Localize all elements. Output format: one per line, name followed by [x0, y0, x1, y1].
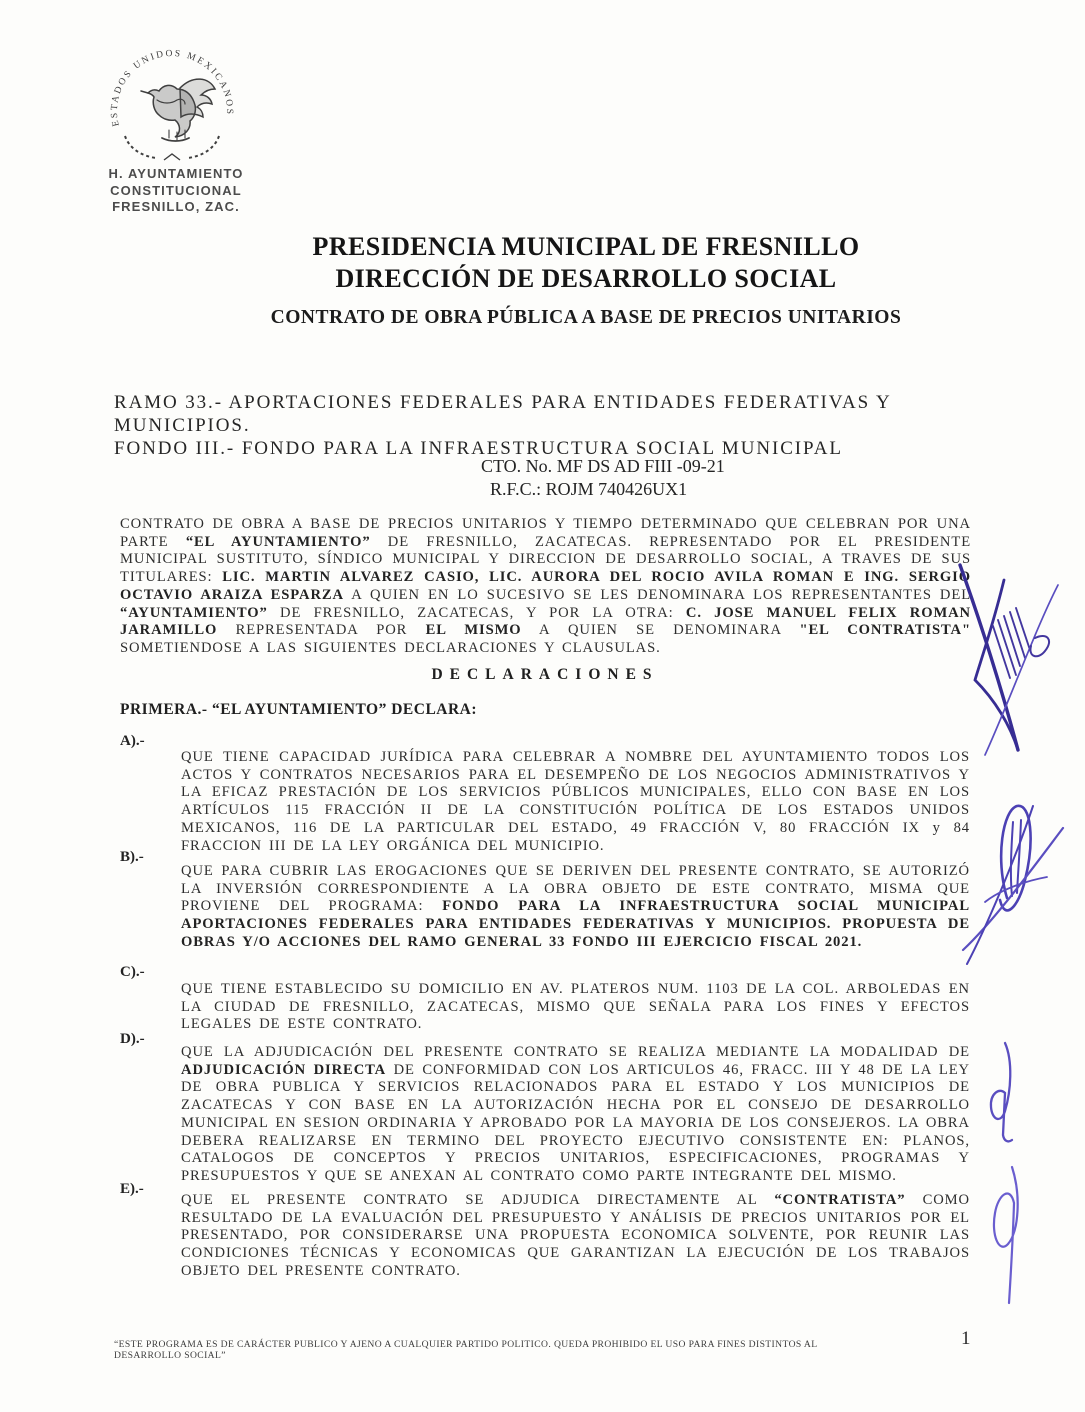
intro-paragraph: CONTRATO DE OBRA A BASE DE PRECIOS UNITARIOS Y TIEMPO DETERMINADO QUE CELEBRAN POR UNA PARTE “EL AYUNTAMIENTO” DE FRESNILLO, ZACATECAS. REPRESENTADO POR EL PRESIDENTE MUNICIPAL SUSTITUTO, SÍNDICO MUNICIPAL Y DIRECCION DE DESARROLLO SOCIAL, A TRAVES DE SUS TITULARES: LIC. MARTIN ALVAREZ CASIO, LIC. AURORA DEL ROCIO AVILA ROMAN E ING. SERGIO OCTAVIO ARAIZA ESPARZA A QUIEN EN LO SUCESIVO SE LES DENOMINARA LOS REPRESENTANTES DEL “AYUNTAMIENTO” DE FRESNILLO, ZACATECAS, Y POR LA OTRA: C. JOSE MANUEL FELIX ROMAN JARAMILLO REPRESENTADA POR EL MISMO A QUIEN SE DENOMINARA "EL CONTRATISTA" SOMETIENDOSE A LAS SIGUIENTES DECLARACIONES Y CLAUSULAS.: [120, 516, 972, 656]
document-title-block: [130, 231, 1042, 329]
declaraciones-heading: DECLARACIONES: [431, 666, 659, 683]
document-subtitle: CONTRATO DE OBRA PÚBLICA A BASE DE PRECIOS UNITARIOS: [270, 307, 902, 328]
clause-c-label: C).-: [120, 964, 145, 980]
pen-loop-mark-2: [970, 1155, 1030, 1310]
clause-e-label: E).-: [120, 1181, 144, 1197]
municipality-name-block: [94, 166, 258, 216]
fondo-line: FONDO III.- FONDO PARA LA INFRAESTRUCTURA SOCIAL MUNICIPAL: [114, 438, 843, 459]
title-line-1: PRESIDENCIA MUNICIPAL DE FRESNILLO: [312, 232, 860, 261]
eagle-icon: [141, 79, 215, 141]
page-number: 1: [961, 1328, 971, 1349]
mexican-coat-of-arms-seal: [96, 46, 248, 168]
contract-ids-block: [481, 455, 725, 500]
clause-e-paragraph: QUE EL PRESENTE CONTRATO SE ADJUDICA DIRECTAMENTE AL “CONTRATISTA” COMO RESULTADO DE LA EVALUACIÓN DEL PRESUPUESTO Y ANÁLISIS DE PRECIOS UNITARIOS POR EL PRESENTADO, POR CONSIDERARSE UNA PROPUESTA ECONOMICA SOLVENTE, POR REUNIR LAS CONDICIONES TÉCNICAS Y ECONOMICAS QUE GARANTIZAN LA EJECUCIÓN DE LOS TRABAJOS OBJETO DEL PRESENTE CONTRATO.: [181, 1192, 970, 1279]
clause-a-paragraph: QUE TIENE CAPACIDAD JURÍDICA PARA CELEBRAR A NOMBRE DEL AYUNTAMIENTO TODOS LOS ACTOS Y CONTRATOS NECESARIOS PARA EL DESEMPEÑO DE LOS NEGOCIOS ADMINISTRATIVOS Y LA EFICAZ PRESTACIÓN DE LOS SERVICIOS PÚBLICOS MUNICIPALES, ELLO CON BASE EN LOS ARTÍCULOS 115 FRACCIÓN II DE LA CONSTITUCIÓN POLÍTICA DE LOS ESTADOS UNIDOS MEXICANOS, 116 DE LA PARTICULAR DEL ESTADO, 49 FRACCIÓN V, 80 FRACCIÓN IX y 84 FRACCION III DE LA LEY ORGÁNICA DEL MUNICIPIO.: [181, 749, 970, 854]
ramo-line: RAMO 33.- APORTACIONES FEDERALES PARA ENTIDADES FEDERATIVAS Y MUNICIPIOS.: [114, 392, 891, 436]
title-line-2: DIRECCIÓN DE DESARROLLO SOCIAL: [335, 264, 837, 293]
primera-heading: PRIMERA.- “EL AYUNTAMIENTO” DECLARA:: [120, 701, 478, 718]
contract-number-line: CTO. No. MF DS AD FIII -09-21: [481, 456, 725, 476]
laurel-branches-icon: [125, 136, 219, 160]
clause-b-label: B).-: [120, 849, 144, 865]
org-line-2: CONSTITUCIONAL: [110, 182, 242, 198]
rfc-line: R.F.C.: ROJM 740426UX1: [490, 478, 688, 499]
program-block: [114, 391, 980, 460]
clause-d-paragraph: QUE LA ADJUDICACIÓN DEL PRESENTE CONTRATO SE REALIZA MEDIANTE LA MODALIDAD DE ADJUDICACIÓN DIRECTA DE CONFORMIDAD CON LOS ARTICULOS 46, FRACC. III Y 48 DE LA LEY DE OBRA PUBLICA Y SERVICIOS RELACIONADOS PARA EL ESTADO Y LOS MUNICIPIOS DE ZACATECAS Y CON BASE EN LA AUTORIZACIÓN HECHA POR EL CONSEJO DE DESARROLLO MUNICIPAL EN SESION ORDINARIA Y APROBADO POR LA MAYORIA DE LOS CONSEJEROS. LA OBRA DEBERA REALIZARSE EN TERMINO DEL PROYECTO EJECUTIVO CONSISTENTE EN: PLANOS, CATALOGOS DE CONCEPTOS Y PRECIOS UNITARIOS, ESPECIFICACIONES, PROGRAMAS Y PRESUPUESTOS Y QUE SE ANEXAN AL CONTRATO COMO PARTE INTEGRANTE DEL MISMO.: [181, 1044, 970, 1184]
clause-b-paragraph: QUE PARA CUBRIR LAS EROGACIONES QUE SE DERIVEN DEL PRESENTE CONTRATO, SE AUTORIZÓ LA INVERSIÓN CORRESPONDIENTE A LA OBRA OBJETO DE ESTE CONTRATO, MISMA QUE PROVIENE DEL PROGRAMA: FONDO PARA LA INFRAESTRUCTURA SOCIAL MUNICIPAL APORTACIONES FEDERALES PARA ENTIDADES FEDERATIVAS Y MUNICIPIOS. PROPUESTA DE OBRAS Y/O ACCIONES DEL RAMO GENERAL 33 FONDO III EJERCICIO FISCAL 2021.: [181, 863, 970, 950]
org-line-3: FRESNILLO, ZAC.: [112, 199, 240, 214]
clause-a-label: A).-: [120, 733, 145, 749]
clause-c-paragraph: QUE TIENE ESTABLECIDO SU DOMICILIO EN AV. PLATEROS NUM. 1103 DE LA COL. ARBOLEDAS EN LA CIUDAD DE FRESNILLO, ZACATECAS, MISMO QUE SEÑALA PARA LOS FINES Y EFECTOS LEGALES DE ESTE CONTRATO.: [181, 981, 970, 1033]
seal-ring-text: ESTADOS UNIDOS MEXICANOS: [109, 48, 235, 128]
footer-disclaimer: “ESTE PROGRAMA ES DE CARÁCTER PUBLICO Y AJENO A CUALQUIER PARTIDO POLITICO. QUEDA PROHIBIDO EL USO PARA FINES DISTINTOS AL DESARROLLO SOCIAL”: [114, 1339, 818, 1361]
pen-flourish-mark-2: [955, 780, 1070, 970]
clause-d-label: D).-: [120, 1031, 145, 1047]
org-line-1: H. AYUNTAMIENTO: [108, 166, 244, 181]
pen-loop-mark-1: [975, 1035, 1025, 1150]
